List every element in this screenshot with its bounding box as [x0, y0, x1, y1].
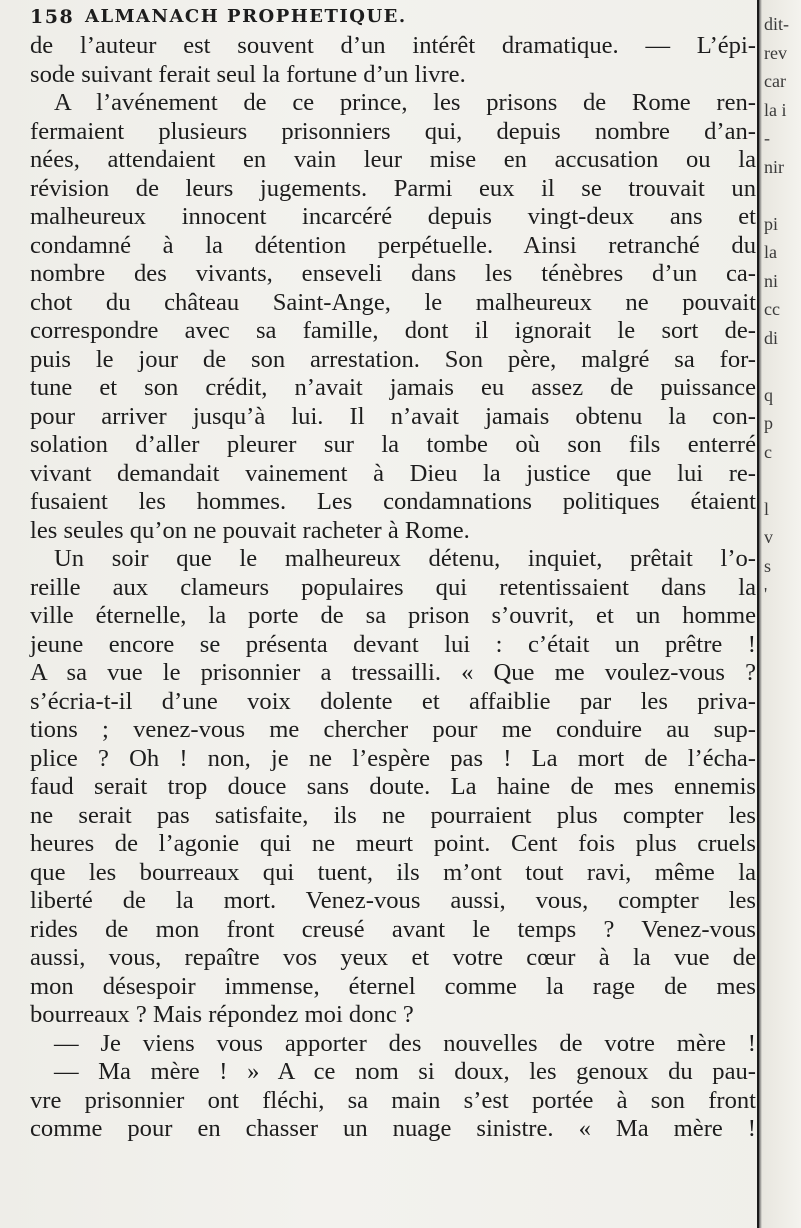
text-line: comme pour en chasser un nuage sinistre. « Ma mère !: [30, 1115, 756, 1142]
text-line: ne serait pas satisfaite, ils ne pourraient plus compter les: [30, 801, 756, 829]
page-number: 158: [30, 6, 75, 28]
text-line: aussi, vous, repaître vos yeux et votre cœur à la vue de: [30, 944, 756, 971]
text-line: plice ? Oh ! non, je ne l’espère pas ! La mort de l’écha-: [30, 744, 756, 772]
text-line: jeune encore se présenta devant lui : c’était un prêtre !: [30, 630, 756, 658]
text-line: mon désespoir immense, éternel comme la rage de mes: [30, 972, 756, 1000]
text-line: de l’auteur est souvent d’un intérêt dramatique. — L’épi-: [30, 32, 756, 59]
body-text: [30, 32, 756, 1144]
facing-page-fragment: s: [764, 555, 772, 576]
text-line: vivant demandait vainement à Dieu la justice que lui re-: [30, 459, 756, 487]
text-line: solation d’aller pleurer sur la tombe où son fils enterré: [30, 431, 756, 458]
binding-fold: [757, 0, 759, 1228]
text-line: s’écria-t-il d’une voix dolente et affaiblie par les priva-: [30, 687, 756, 715]
facing-page-fragment: dit-: [764, 14, 789, 34]
text-line: pour arriver jusqu’à lui. Il n’avait jamais obtenu la con-: [30, 402, 756, 430]
text-line: tune et son crédit, n’avait jamais eu assez de puissance: [30, 374, 756, 401]
running-title: ALMANACH PROPHETIQUE.: [85, 6, 407, 27]
facing-page-fragment: rev: [764, 42, 787, 63]
page-header: [30, 6, 750, 30]
text-line: nées, attendaient en vain leur mise en accusation ou la: [30, 146, 756, 173]
facing-page-fragment: pi: [764, 213, 779, 234]
facing-page-fragment: di: [764, 327, 779, 348]
facing-page-fragment: la: [764, 242, 777, 262]
text-line: — Ma mère ! » A ce nom si doux, les genoux du pau-: [54, 1058, 756, 1085]
text-line: condamné à la détention perpétuelle. Ainsi retranché du: [30, 231, 756, 259]
text-line: fermaient plusieurs prisonniers qui, depuis nombre d’an-: [30, 117, 756, 145]
text-line: correspondre avec sa famille, dont il ignorait le sort de-: [30, 317, 756, 344]
text-line: fusaient les hommes. Les condamnations politiques étaient: [30, 488, 756, 515]
text-line: que les bourreaux qui tuent, ils m’ont tout ravi, même la: [30, 858, 756, 886]
facing-page-fragment: la i: [764, 99, 787, 120]
facing-page-fragment: l: [764, 498, 770, 519]
text-line: nombre des vivants, enseveli dans les ténèbres d’un ca-: [30, 260, 756, 287]
text-line: vre prisonnier ont fléchi, sa main s’est portée à son front: [30, 1086, 756, 1114]
facing-page-fragment: v: [764, 527, 773, 547]
text-line: puis le jour de son arrestation. Son père, malgré sa for-: [30, 345, 756, 373]
text-line: bourreaux ? Mais répondez moi donc ?: [30, 1001, 414, 1028]
text-line: Un soir que le malheureux détenu, inquiet, prêtait l’o-: [54, 545, 756, 572]
text-line: tions ; venez-vous me chercher pour me conduire au sup-: [30, 716, 756, 743]
text-line: les seules qu’on ne pouvait racheter à Rome.: [30, 516, 470, 544]
facing-page-fragment: c: [764, 441, 772, 462]
text-line: faud serait trop douce sans doute. La haine de mes ennemis: [30, 773, 756, 800]
facing-page-fragment: car: [764, 71, 786, 91]
text-line: sode suivant ferait seul la fortune d’un livre.: [30, 60, 466, 88]
text-line: rides de mon front creusé avant le temps ? Venez-vous: [30, 915, 756, 943]
facing-page-fragment: ni: [764, 270, 779, 291]
facing-page-edge: [757, 0, 801, 1228]
text-line: liberté de la mort. Venez-vous aussi, vous, compter les: [30, 887, 756, 914]
facing-page-fragment: nir: [764, 156, 784, 177]
text-line: A l’avénement de ce prince, les prisons de Rome ren-: [54, 89, 756, 116]
text-line: A sa vue le prisonnier a tressailli. « Que me voulez-vous ?: [30, 659, 756, 686]
text-line: ville éternelle, la porte de sa prison s’ouvrit, et un homme: [30, 602, 756, 629]
text-line: chot du château Saint-Ange, le malheureux ne pouvait: [30, 288, 756, 316]
text-line: reille aux clameurs populaires qui retentissaient dans la: [30, 573, 756, 601]
text-line: heures de l’agonie qui ne meurt point. Cent fois plus cruels: [30, 830, 756, 857]
text-line: malheureux innocent incarcéré depuis vingt-deux ans et: [30, 203, 756, 230]
facing-page-fragment: ': [764, 584, 768, 604]
text-line: — Je viens vous apporter des nouvelles de votre mère !: [54, 1029, 756, 1057]
facing-page-fragment: -: [764, 128, 770, 148]
facing-page-fragment: cc: [764, 299, 780, 319]
text-line: révision de leurs jugements. Parmi eux il se trouvait un: [30, 174, 756, 202]
facing-page-fragment: p: [764, 413, 773, 433]
facing-page-fragment: q: [764, 384, 773, 405]
